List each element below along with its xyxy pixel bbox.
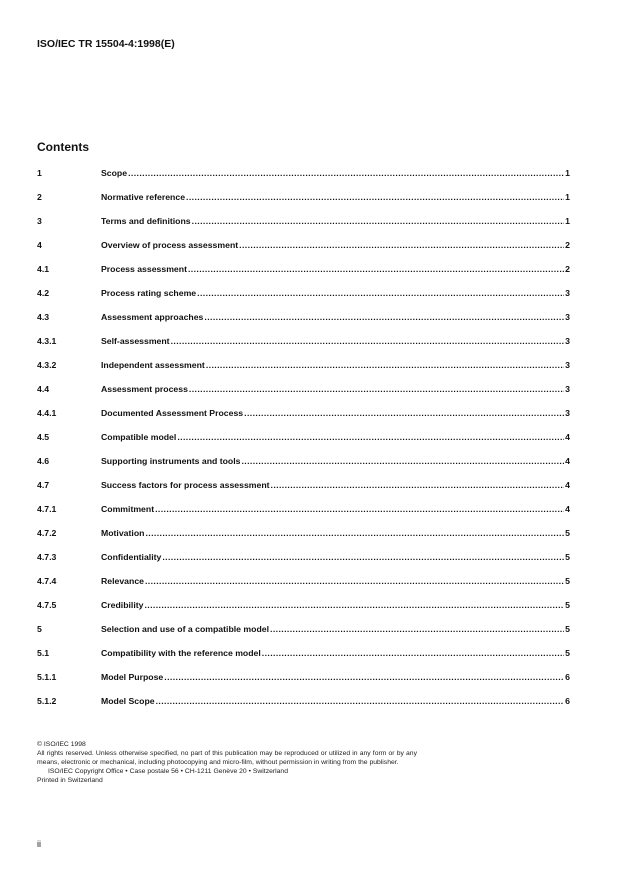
toc-entry-title: Confidentiality [101, 552, 162, 562]
toc-dot-leader [239, 240, 564, 250]
toc-entry-number: 4.6 [37, 456, 50, 466]
toc-entry-number: 5.1.1 [37, 672, 57, 682]
printed-in: Printed in Switzerland [37, 777, 103, 784]
toc-entry-number: 4.5 [37, 432, 50, 442]
toc-entry[interactable] [37, 404, 570, 428]
toc-entry-title: Success factors for process assessment [101, 480, 270, 490]
toc-entry-number: 4.7.5 [37, 600, 57, 610]
document-id-header: ISO/IEC TR 15504-4:1998(E) [37, 38, 175, 50]
toc-entry-page: 2 [565, 240, 570, 250]
toc-dot-leader [171, 336, 565, 346]
toc-entry-title: Overview of process assessment [101, 240, 239, 250]
toc-entry[interactable] [37, 596, 570, 620]
toc-entry[interactable] [37, 380, 570, 404]
toc-entry-title: Terms and definitions [101, 216, 191, 226]
toc-entry-page: 5 [565, 528, 570, 538]
toc-entry[interactable] [37, 476, 570, 500]
toc-entry[interactable] [37, 668, 570, 692]
toc-entry-title: Independent assessment [101, 360, 205, 370]
toc-entry-title: Process rating scheme [101, 288, 197, 298]
toc-entry-number: 4.7 [37, 480, 50, 490]
toc-entry-page: 4 [565, 504, 570, 514]
toc-entry-title: Process assessment [101, 264, 187, 274]
copyright-office: ISO/IEC Copyright Office • Case postale 56 • CH-1211 Genève 20 • Switzerland [48, 768, 288, 775]
toc-entry-title: Normative reference [101, 192, 186, 202]
toc-entry[interactable] [37, 524, 570, 548]
toc-dot-leader [186, 192, 564, 202]
toc-entry-page: 3 [565, 288, 570, 298]
toc-dot-leader [271, 480, 565, 490]
copyright-line: © ISO/IEC 1998 [37, 741, 86, 748]
toc-entry-number: 4.4 [37, 384, 50, 394]
toc-entry-page: 1 [565, 192, 570, 202]
toc-entry[interactable] [37, 500, 570, 524]
toc-dot-leader [244, 408, 564, 418]
toc-entry-number: 5.1.2 [37, 696, 57, 706]
toc-entry[interactable] [37, 284, 570, 308]
toc-entry[interactable] [37, 308, 570, 332]
toc-entry-page: 1 [565, 216, 570, 226]
toc-entry-title: Compatibility with the reference model [101, 648, 261, 658]
toc-entry-number: 4.7.3 [37, 552, 57, 562]
toc-entry-number: 4.4.1 [37, 408, 57, 418]
toc-entry-number: 2 [37, 192, 42, 202]
toc-entry-page: 3 [565, 312, 570, 322]
toc-entry-number: 4.2 [37, 288, 50, 298]
toc-entry-title: Compatible model [101, 432, 177, 442]
toc-entry[interactable] [37, 572, 570, 596]
toc-entry-number: 4.3.1 [37, 336, 57, 346]
toc-dot-leader [145, 528, 564, 538]
toc-entry[interactable] [37, 236, 570, 260]
toc-dot-leader [145, 576, 564, 586]
toc-entry-title: Supporting instruments and tools [101, 456, 241, 466]
toc-entry-page: 3 [565, 336, 570, 346]
toc-entry-page: 6 [565, 696, 570, 706]
toc-entry-title: Commitment [101, 504, 155, 514]
toc-entry[interactable] [37, 452, 570, 476]
toc-entry-number: 4.7.4 [37, 576, 57, 586]
toc-dot-leader [144, 600, 564, 610]
toc-entry-page: 4 [565, 456, 570, 466]
toc-dot-leader [188, 264, 564, 274]
toc-entry[interactable] [37, 692, 570, 716]
toc-entry-page: 4 [565, 432, 570, 442]
toc-dot-leader [192, 216, 565, 226]
toc-dot-leader [241, 456, 564, 466]
toc-entry-number: 4.3 [37, 312, 50, 322]
toc-entry-page: 5 [565, 624, 570, 634]
toc-entry-page: 5 [565, 600, 570, 610]
toc-dot-leader [204, 312, 564, 322]
toc-entry-page: 4 [565, 480, 570, 490]
toc-entry-title: Credibility [101, 600, 144, 610]
toc-entry-number: 4.3.2 [37, 360, 57, 370]
toc-entry[interactable] [37, 356, 570, 380]
toc-entry[interactable] [37, 548, 570, 572]
toc-entry-title: Model Purpose [101, 672, 164, 682]
page-number: ii [37, 839, 41, 849]
toc-dot-leader [197, 288, 564, 298]
toc-entry[interactable] [37, 260, 570, 284]
table-of-contents [37, 164, 570, 716]
toc-dot-leader [206, 360, 564, 370]
toc-dot-leader [128, 168, 564, 178]
toc-entry[interactable] [37, 164, 570, 188]
toc-entry[interactable] [37, 644, 570, 668]
toc-dot-leader [155, 504, 564, 514]
toc-entry-title: Assessment approaches [101, 312, 204, 322]
toc-entry-number: 4.7.1 [37, 504, 57, 514]
toc-dot-leader [270, 624, 564, 634]
toc-entry[interactable] [37, 188, 570, 212]
toc-entry-page: 5 [565, 576, 570, 586]
toc-entry-number: 3 [37, 216, 42, 226]
toc-entry-number: 4.1 [37, 264, 50, 274]
toc-entry-number: 5 [37, 624, 42, 634]
toc-dot-leader [162, 552, 564, 562]
toc-dot-leader [262, 648, 564, 658]
contents-heading: Contents [37, 140, 89, 154]
toc-entry-page: 3 [565, 384, 570, 394]
toc-entry-number: 5.1 [37, 648, 50, 658]
toc-entry-page: 5 [565, 648, 570, 658]
toc-entry-title: Motivation [101, 528, 145, 538]
toc-dot-leader [156, 696, 565, 706]
toc-entry-number: 1 [37, 168, 42, 178]
toc-entry[interactable] [37, 332, 570, 356]
toc-entry-title: Assessment process [101, 384, 188, 394]
toc-entry-title: Scope [101, 168, 128, 178]
toc-dot-leader [177, 432, 564, 442]
toc-entry-number: 4.7.2 [37, 528, 57, 538]
toc-entry-title: Self-assessment [101, 336, 170, 346]
toc-entry-title: Selection and use of a compatible model [101, 624, 269, 634]
toc-entry-page: 6 [565, 672, 570, 682]
toc-entry-page: 3 [565, 408, 570, 418]
toc-entry-title: Documented Assessment Process [101, 408, 244, 418]
toc-entry-page: 1 [565, 168, 570, 178]
toc-entry-page: 2 [565, 264, 570, 274]
toc-entry-page: 5 [565, 552, 570, 562]
copyright-notice [37, 740, 417, 785]
toc-dot-leader [164, 672, 564, 682]
toc-entry-page: 3 [565, 360, 570, 370]
toc-entry[interactable] [37, 620, 570, 644]
toc-entry[interactable] [37, 428, 570, 452]
toc-entry-title: Model Scope [101, 696, 155, 706]
toc-entry-title: Relevance [101, 576, 144, 586]
toc-entry[interactable] [37, 212, 570, 236]
toc-entry-number: 4 [37, 240, 42, 250]
toc-dot-leader [189, 384, 564, 394]
rights-statement: All rights reserved. Unless otherwise specified, no part of this publication may be reproduced or utilized in any form or by any means, electronic or mechanical, including photocopying and micro-film, without permission in writing from the publisher. [37, 750, 417, 766]
